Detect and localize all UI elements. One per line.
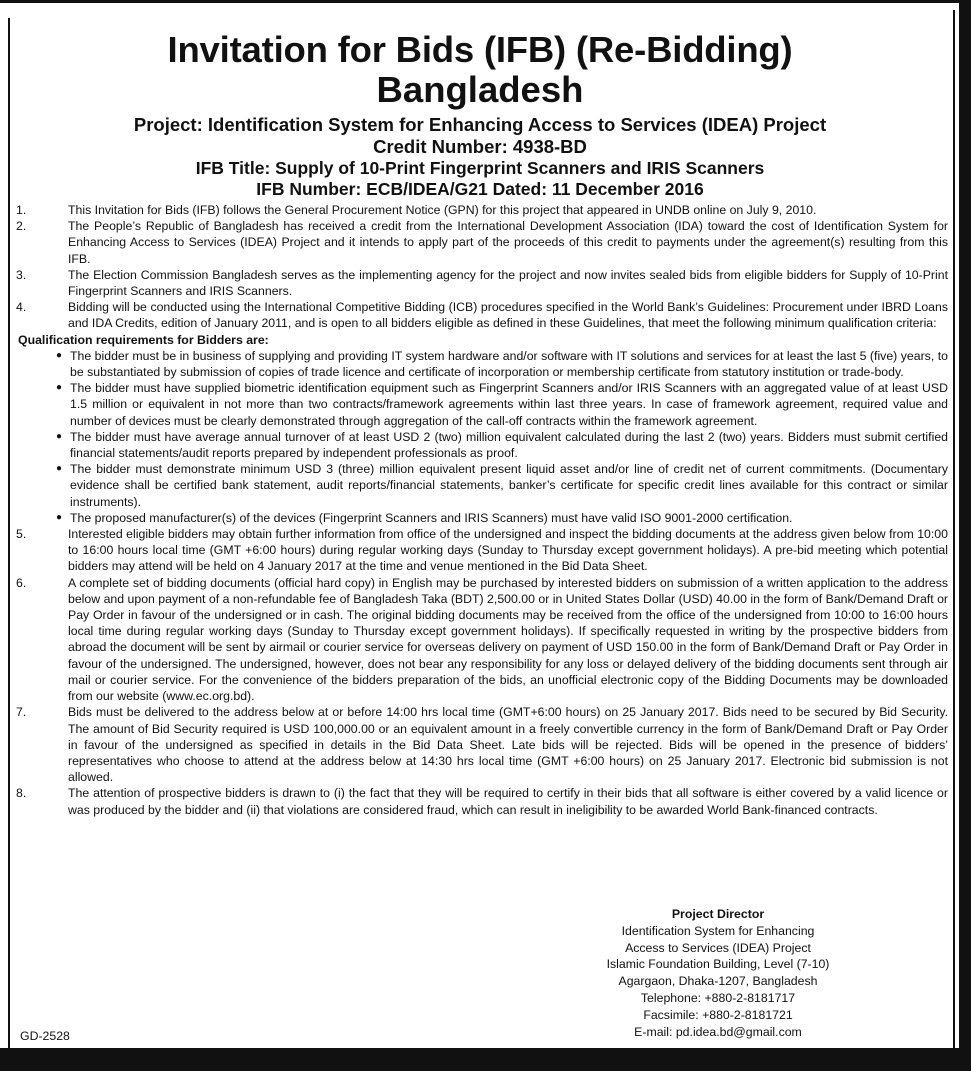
signature-line: Islamic Foundation Building, Level (7-10) bbox=[606, 957, 830, 972]
notice-body bbox=[12, 202, 948, 818]
qualification-text: The bidder must be in business of supplying and providing IT system hardware and/or software with IT solutions and services for at least the last 5 (five) years, to be substantiated by submission of copies of trade licence and certificate of incorporation or membership certificate from statutory institution or trade-body. bbox=[70, 348, 948, 380]
signature-block bbox=[570, 906, 866, 1040]
item-number: 3. bbox=[16, 267, 27, 282]
facsimile: Facsimile: +880-2-8181721 bbox=[643, 1007, 793, 1022]
reference-number: GD-2528 bbox=[20, 1029, 70, 1043]
qualification-item bbox=[12, 461, 948, 510]
numbered-item bbox=[12, 704, 948, 785]
project-name: Project: Identification System for Enhancing Access to Services (IDEA) Project bbox=[133, 114, 827, 135]
item-number: 7. bbox=[16, 705, 27, 720]
qualification-item bbox=[12, 429, 948, 461]
qualification-text: The bidder must demonstrate minimum USD 3 (three) million equivalent present liquid asset and/or line of credit net of current commitments. (Documentary evidence shall be certified bank statement, audit reports/financial statements, banker’s certificate for specific credit lines available for this contract or similar instruments). bbox=[70, 462, 948, 509]
numbered-item bbox=[12, 299, 948, 331]
item-text: Bidding will be conducted using the International Competitive Bidding (ICB) procedures specified in the World Bank’s Guidelines: Procurement under IBRD Loans and IDA Credits, edition of January 2011, and is open to all bidders eligible as defined in these Guidelines, that meet the following minimum qualification criteria: bbox=[68, 300, 948, 331]
frame-top-border bbox=[0, 0, 961, 3]
bullet-icon: ● bbox=[55, 430, 62, 442]
numbered-item bbox=[12, 218, 948, 267]
notice-content bbox=[12, 30, 948, 818]
email: E-mail: pd.idea.bd@gmail.com bbox=[634, 1024, 802, 1039]
credit-number: Credit Number: 4938-BD bbox=[373, 136, 587, 157]
frame-left-border bbox=[8, 18, 10, 1048]
signature-line: Access to Services (IDEA) Project bbox=[625, 940, 811, 955]
numbered-item bbox=[12, 267, 948, 299]
qualification-text: The proposed manufacturer(s) of the devices (Fingerprint Scanners and IRIS Scanners) must have valid ISO 9001-2000 certification. bbox=[70, 510, 793, 525]
item-number: 4. bbox=[16, 300, 27, 315]
item-text: Interested eligible bidders may obtain further information from office of the undersigned and inspect the bidding documents at the address given below from 10:00 to 16:00 hours local time (GMT +6:00 hours) during regular working days (Sunday to Thursday except government holidays). A pre-bid meeting which potential bidders may attend will be held on 4 January 2017 at the time and venue mentioned in the Bid Data Sheet. bbox=[68, 527, 948, 574]
qualification-text: The bidder must have average annual turnover of at least USD 2 (two) million equivalent calculated during the last 2 (two) years. Bidders must submit certified financial statements/audit reports prepared by independent professionals as proof. bbox=[70, 429, 948, 461]
numbered-item bbox=[12, 785, 948, 817]
item-text: The Election Commission Bangladesh serves as the implementing agency for the project and now invites sealed bids from eligible bidders for Supply of 10-Print Fingerprint Scanners and IRIS Scanners. bbox=[68, 267, 948, 299]
item-number: 2. bbox=[16, 219, 27, 234]
numbered-item bbox=[12, 526, 948, 575]
telephone: Telephone: +880-2-8181717 bbox=[640, 990, 796, 1005]
item-text: The People’s Republic of Bangladesh has received a credit from the International Development Association (IDA) toward the cost of Identification System for Enhancing Access to Services (IDEA) Project and it intends to apply part of the proceeds of this credit to payments under the agreement(s) resulting from this IFB. bbox=[68, 219, 948, 266]
item-text: A complete set of bidding documents (official hard copy) in English may be purchased by interested bidders on submission of a written application to the address below and upon payment of a non-refundable fee of Bangladesh Taka (BDT) 2,500.00 or in United States Dollar (USD) 40.00 in the form of Bank/Demand Draft or Pay Order in favour of the undersigned or in cash. The original bidding documents may be received from the office of the undersigned from 10:00 to 16:00 hours local time during regular working days (Sunday to Thursday except government holidays). If specifically requested in writing by the prospective bidders from abroad the document will be sent by airmail or courier service for overseas delivery on payment of USD 150.00 in the form of Bank/Demand Draft or Pay Order in favour of the undersigned. The undersigned, however, does not bear any responsibility for any loss or delayed delivery of the bidding documents sent through air mail or courier service. For the convenience of the bidders preparation of the bids, an unofficial electronic copy of the Bidding Documents may be downloaded from our website (www.ec.org.bd). bbox=[68, 575, 948, 704]
notice-title: Invitation for Bids (IFB) (Re-Bidding) bbox=[167, 29, 793, 70]
item-text: Bids must be delivered to the address below at or before 14:00 hrs local time (GMT+6:00 hours) on 25 January 2017. Bids need to be secured by Bid Security. The amount of Bid Security required is USD 100,000.00 or an equivalent amount in a freely convertible currency in the form of Bank/Demand Draft or Pay Order in favour of the undersigned as specified in details in the Bid Data Sheet. Late bids will be rejected. Bids will be opened in the presence of bidders’ representatives who choose to attend at the address below at 14:30 hrs local time (GMT +6:00 hours) on 25 January 2017. Electronic bid submission is not allowed. bbox=[68, 705, 948, 785]
numbered-item bbox=[12, 575, 948, 705]
signature-line: Identification System for Enhancing bbox=[621, 923, 815, 938]
signatory-title: Project Director bbox=[671, 907, 765, 921]
item-number: 8. bbox=[16, 786, 27, 801]
numbered-item bbox=[12, 202, 948, 218]
qualification-text: The bidder must have supplied biometric identification equipment such as Fingerprint Scanners and/or IRIS Scanners with an aggregated value of at least USD 1.5 million or equivalent in not more than two contracts/framework agreements within last three years. In case of framework agreement, required value and number of devices must be clearly demonstrated through aggregation of the call-off contracts within the framework agreement. bbox=[70, 381, 948, 428]
item-text: This Invitation for Bids (IFB) follows the General Procurement Notice (GPN) for this project that appeared in UNDB online on July 9, 2010. bbox=[68, 203, 817, 217]
item-text: The attention of prospective bidders is drawn to (i) the fact that they will be required to certify in their bids that all software is either covered by a valid licence or was produced by the bidder and (ii) that violations are considered fraud, which can result in ineligibility to be awarded World Bank-financed contracts. bbox=[68, 786, 948, 817]
qualification-item bbox=[12, 510, 948, 526]
item-number: 6. bbox=[16, 575, 27, 590]
qualification-heading: Qualification requirements for Bidders are: bbox=[18, 332, 269, 347]
bullet-icon: ● bbox=[55, 382, 62, 394]
frame-right-inner-border bbox=[953, 10, 955, 1050]
bullet-icon: ● bbox=[55, 463, 62, 475]
item-number: 1. bbox=[16, 203, 27, 217]
frame-right-border bbox=[959, 0, 971, 1058]
bullet-icon: ● bbox=[55, 511, 62, 523]
notice-country: Bangladesh bbox=[376, 69, 584, 110]
signature-line: Agargaon, Dhaka-1207, Bangladesh bbox=[618, 974, 818, 989]
ifb-number: IFB Number: ECB/IDEA/G21 Dated: 11 December 2016 bbox=[256, 179, 704, 199]
qualification-item bbox=[12, 380, 948, 429]
frame-bottom-border bbox=[0, 1048, 971, 1071]
ifb-title: IFB Title: Supply of 10-Print Fingerprint Scanners and IRIS Scanners bbox=[195, 158, 765, 178]
qualification-item bbox=[12, 348, 948, 380]
bullet-icon: ● bbox=[55, 349, 62, 361]
item-number: 5. bbox=[16, 527, 27, 542]
